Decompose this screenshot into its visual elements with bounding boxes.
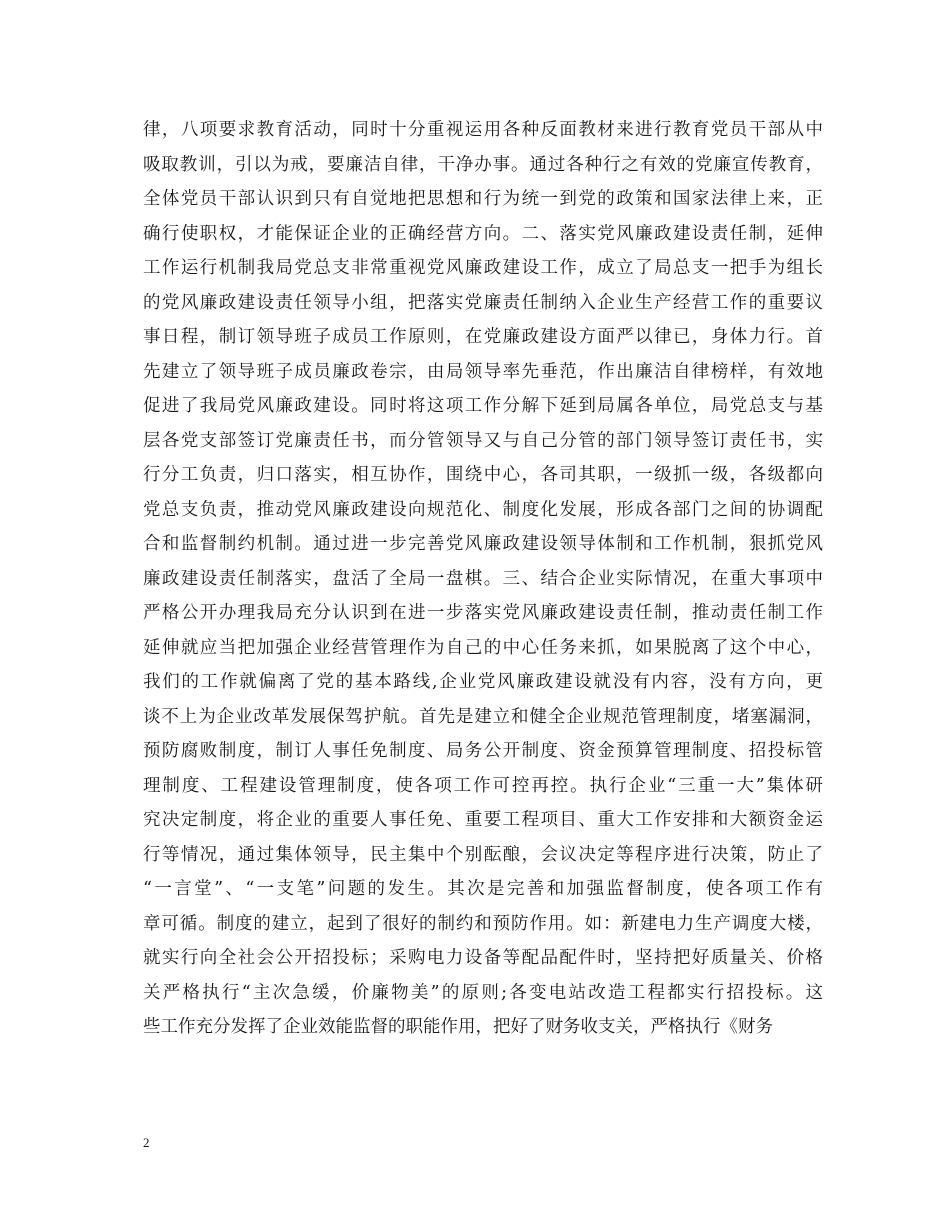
text-line: 合和监督制约机制。通过进一步完善党风廉政建设领导体制和工作机制，狠抓党风 bbox=[143, 534, 823, 554]
text-line: 些工作充分发挥了企业效能监督的职能作用，把好了财务收支关，严格执行《财务 bbox=[143, 1017, 773, 1037]
body-text bbox=[143, 113, 823, 1045]
text-line: 党总支负责，推动党风廉政建设向规范化、制度化发展，形成各部门之间的协调配 bbox=[143, 499, 823, 520]
text-line: 理制度、工程建设管理制度，使各项工作可控再控。执行企业“三重一大”集体研 bbox=[143, 775, 823, 796]
text-line: 层各党支部签订党廉责任书，而分管领导又与自己分管的部门领导签订责任书，实 bbox=[143, 430, 823, 451]
text-line: 我们的工作就偏离了党的基本路线,企业党风廉政建设就没有内容，没有方向，更 bbox=[143, 672, 823, 692]
text-line: 廉政建设责任制落实，盘活了全局一盘棋。三、结合企业实际情况，在重大事项中 bbox=[143, 568, 823, 589]
text-line: 的党风廉政建设责任领导小组，把落实党廉责任制纳入企业生产经营工作的重要议 bbox=[143, 292, 823, 313]
text-line: 关严格执行“主次急缓，价廉物美”的原则;各变电站改造工程都实行招投标。这 bbox=[143, 982, 823, 1003]
text-line: 行分工负责，归口落实，相互协作，围绕中心，各司其职，一级抓一级，各级都向 bbox=[143, 465, 823, 485]
text-line: 律，八项要求教育活动，同时十分重视运用各种反面教材来进行教育党员干部从中 bbox=[143, 120, 823, 140]
text-line: 章可循。制度的建立，起到了很好的制约和预防作用。如：新建电力生产调度大楼， bbox=[143, 913, 823, 934]
text-line: 确行使职权，才能保证企业的正确经营方向。二、落实党风廉政建设责任制，延伸 bbox=[143, 223, 823, 244]
text-line: 全体党员干部认识到只有自觉地把思想和行为统一到党的政策和国家法律上来，正 bbox=[143, 189, 823, 209]
text-line: 吸取教训，引以为戒，要廉洁自律，干净办事。通过各种行之有效的党廉宣传教育， bbox=[143, 154, 823, 175]
text-line: 就实行向全社会公开招投标；采购电力设备等配品配件时，坚持把好质量关、价格 bbox=[143, 948, 823, 968]
text-line: 事日程，制订领导班子成员工作原则，在党廉政建设方面严以律已，身体力行。首 bbox=[143, 327, 823, 347]
page-number: 2 bbox=[143, 1135, 150, 1150]
text-line: 工作运行机制我局党总支非常重视党风廉政建设工作，成立了局总支一把手为组长 bbox=[143, 258, 823, 278]
text-line: 延伸就应当把加强企业经营管理作为自己的中心任务来抓，如果脱离了这个中心， bbox=[143, 637, 823, 658]
text-line: 谈不上为企业改革发展保驾护航。首先是建立和健全企业规范管理制度，堵塞漏洞， bbox=[143, 706, 823, 727]
text-line: 先建立了领导班子成员廉政卷宗，由局领导率先垂范，作出廉洁自律榜样，有效地 bbox=[143, 361, 823, 382]
text-line: 促进了我局党风廉政建设。同时将这项工作分解下延到局属各单位，局党总支与基 bbox=[143, 396, 823, 416]
text-line: 行等情况，通过集体领导，民主集中个别酝酿，会议决定等程序进行决策，防止了 bbox=[143, 844, 823, 865]
text-line: 预防腐败制度，制订人事任免制度、局务公开制度、资金预算管理制度、招投标管 bbox=[143, 741, 823, 761]
text-line: 究决定制度，将企业的重要人事任免、重要工程项目、重大工作安排和大额资金运 bbox=[143, 810, 823, 830]
text-line: 严格公开办理我局充分认识到在进一步落实党风廉政建设责任制，推动责任制工作 bbox=[143, 603, 823, 623]
text-line: “一言堂”、“一支笔”问题的发生。其次是完善和加强监督制度，使各项工作有 bbox=[143, 879, 823, 899]
